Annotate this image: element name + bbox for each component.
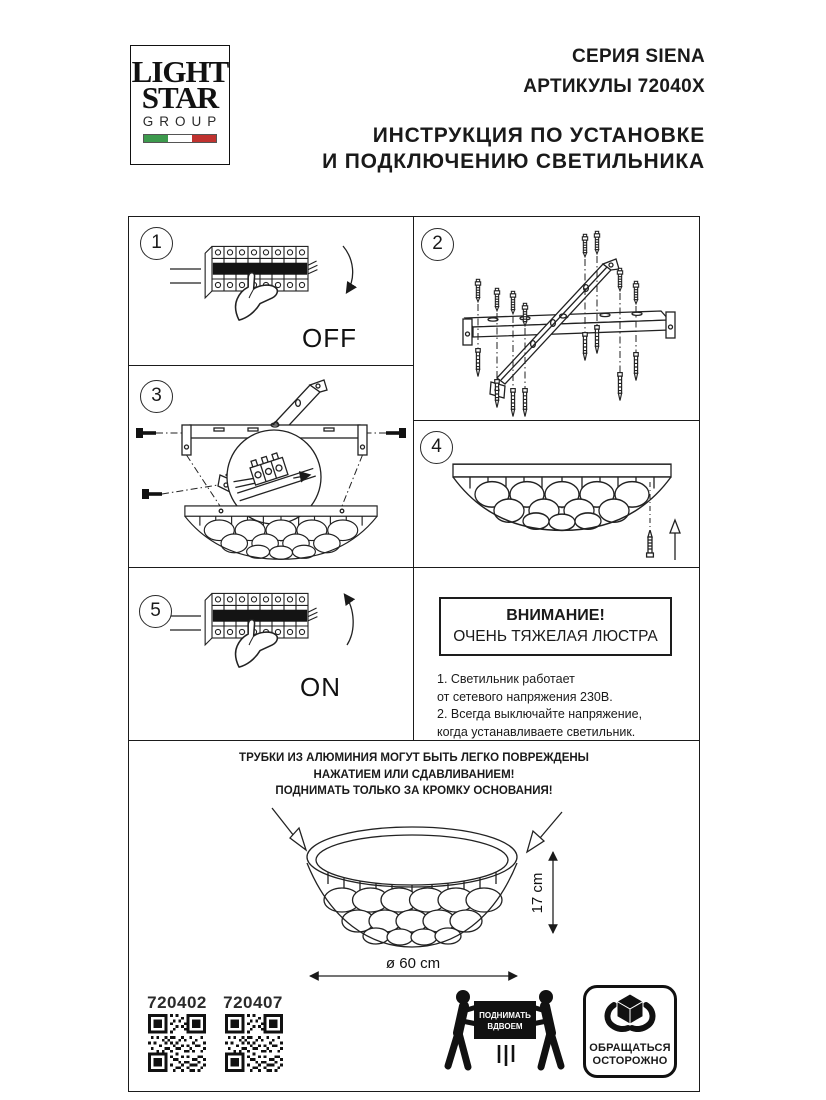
logo-word-light: LIGHT bbox=[131, 54, 229, 89]
breaker-on-illustration bbox=[128, 567, 414, 741]
flag-red bbox=[192, 135, 216, 142]
step-number-4: 4 bbox=[420, 431, 453, 464]
lift-badge-line1: ПОДНИМАТЬ bbox=[479, 1011, 531, 1020]
italian-flag-icon bbox=[143, 134, 217, 143]
handling-line-1: ТРУБКИ ИЗ АЛЮМИНИЯ МОГУТ БЫТЬ ЛЕГКО ПОВРЕЖДЕНЫ bbox=[239, 752, 589, 764]
handle-with-care-icon bbox=[583, 985, 677, 1078]
hands-cube-glyph bbox=[602, 993, 658, 1035]
lightstar-logo bbox=[130, 45, 230, 165]
qr-code-icon bbox=[225, 1014, 283, 1072]
care-badge-line1: ОБРАЩАТЬСЯ bbox=[589, 1042, 671, 1054]
flag-white bbox=[168, 135, 192, 142]
off-label: OFF bbox=[302, 323, 357, 353]
on-label: ON bbox=[300, 672, 341, 702]
attention-box bbox=[439, 597, 672, 656]
logo-word-group: GROUP bbox=[142, 114, 223, 129]
attention-notes bbox=[437, 671, 699, 741]
chandelier-dimensions-illustration bbox=[270, 800, 590, 1000]
note-line-4: когда устанавливаете светильник. bbox=[437, 724, 636, 739]
lift-two-person-icon bbox=[443, 975, 567, 1079]
step-number-1: 1 bbox=[140, 227, 173, 260]
handling-line-2: НАЖАТИЕМ ИЛИ СДАВЛИВАНИЕМ! bbox=[313, 768, 515, 781]
height-dimension-label: 17 cm bbox=[529, 872, 546, 914]
step-number-2: 2 bbox=[421, 228, 454, 261]
note-line-1: 1. Светильник работает bbox=[437, 672, 575, 686]
logo-word-star: STAR bbox=[141, 80, 219, 115]
article-code-1: 720402 bbox=[147, 993, 207, 1012]
handling-line-3: ПОДНИМАТЬ ТОЛЬКО ЗА КРОМКУ ОСНОВАНИЯ! bbox=[275, 785, 553, 797]
doc-title-line2: И ПОДКЛЮЧЕНИЮ СВЕТИЛЬНИКА bbox=[322, 150, 705, 173]
header-text bbox=[322, 42, 705, 175]
attention-title: ВНИМАНИЕ! bbox=[506, 607, 605, 624]
attention-subtitle: ОЧЕНЬ ТЯЖЕЛАЯ ЛЮСТРА bbox=[453, 628, 658, 645]
brackets-anchors-illustration bbox=[413, 216, 700, 421]
diameter-dimension-label: ø 60 cm bbox=[385, 955, 441, 972]
step-number-5: 5 bbox=[139, 595, 172, 628]
article-code-2: 720407 bbox=[223, 993, 283, 1012]
qr-code-icon bbox=[148, 1014, 206, 1072]
note-line-2: от сетевого напряжения 230В. bbox=[437, 689, 613, 704]
note-line-3: 2. Всегда выключайте напряжение, bbox=[437, 707, 643, 721]
care-badge-line2: ОСТОРОЖНО bbox=[592, 1055, 668, 1067]
flag-green bbox=[144, 135, 168, 142]
lift-badge-line2: ВДВОЕМ bbox=[487, 1022, 523, 1031]
handling-warning bbox=[138, 750, 690, 800]
mounted-chandelier-illustration bbox=[413, 420, 700, 568]
articles-title: АРТИКУЛЫ 72040X bbox=[523, 76, 705, 97]
series-title: СЕРИЯ SIENA bbox=[571, 46, 705, 67]
step-number-3: 3 bbox=[140, 380, 173, 413]
doc-title-line1: ИНСТРУКЦИЯ ПО УСТАНОВКЕ bbox=[372, 124, 705, 147]
